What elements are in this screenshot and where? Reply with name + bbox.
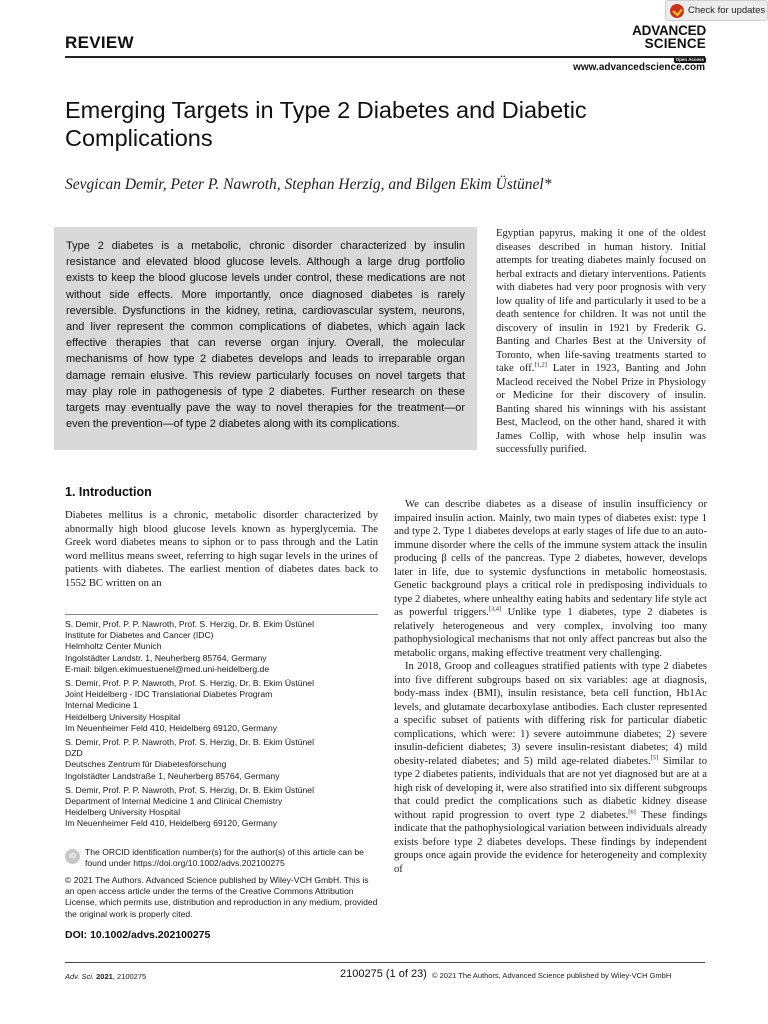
footer-year: 2021 bbox=[96, 972, 113, 981]
orcid-note bbox=[65, 847, 378, 869]
affiliation-line: Joint Heidelberg - IDC Translational Diabetes Program bbox=[65, 689, 273, 700]
affiliations-divider bbox=[65, 614, 378, 615]
affiliation-line: Deutsches Zentrum für Diabetesforschung bbox=[65, 759, 227, 770]
right-column-main bbox=[394, 498, 707, 876]
journal-url-link[interactable]: www.advancedscience.com bbox=[573, 62, 705, 73]
paragraph-text: Later in 1923, Banting and John Macleod received the Nobel Prize in Physiology or Medicine for their discovery of insulin. Banting shared his winnings with his assistant Best, Macleod, on the other hand, shared it with James Collip, with whose help insulin was successfully purified. bbox=[496, 363, 707, 455]
affiliation-line: Department of Internal Medicine 1 and Clinical Chemistry bbox=[65, 796, 283, 807]
affiliation-line: S. Demir, Prof. P. P. Nawroth, Prof. S. Herzig, Dr. B. Ekim Üstünel bbox=[65, 784, 314, 795]
paragraph-text: Similar to type 2 diabetes patients, individuals that are not yet diagnosed but are at a high risk of developing it, were also stratified into six different subgroups that could predict the complications such as diabetic kidney disease without rapid progression to overt type 2 diabetes. bbox=[394, 755, 708, 821]
paragraph-text: In 2018, Groop and colleagues stratified patients with type 2 diabetes into five different subgroups based on six variables: age at diagnosis, body-mass index (BMI), insulin resistance, beta cell function, Hb1Ac levels, and glutamate decarboxylase antibodies. Each cluster represented a specific subset of patients with differing risk for particular diabetic complications, which were: 1) severe autoimmune diabetes; 2) severe insulin-deficient diabetes; 3) severe insulin-resistant diabetes; 4) mild obesity-related diabetes; and 5) mild age-related diabetes. bbox=[394, 661, 707, 767]
affiliation-line: Ingolstädter Landstr. 1, Neuherberg 85764, Germany bbox=[65, 652, 267, 663]
header-divider bbox=[65, 56, 705, 58]
affiliation-block bbox=[65, 737, 378, 782]
paragraph-subgroups bbox=[394, 660, 707, 876]
footer-article-number: , 2100275 bbox=[112, 972, 147, 981]
affiliation-line: DZD bbox=[65, 748, 83, 759]
affiliation-line: S. Demir, Prof. P. P. Nawroth, Prof. S. Herzig, Dr. B. Ekim Üstünel bbox=[65, 619, 314, 629]
citation[interactable]: [5] bbox=[650, 753, 659, 761]
article-title: Emerging Targets in Type 2 Diabetes and Diabetic Complications bbox=[65, 97, 587, 151]
logo-line-advanced: ADVANCED bbox=[632, 23, 706, 38]
citation[interactable]: [6] bbox=[628, 807, 636, 815]
affiliation-block bbox=[65, 678, 378, 734]
corresponding-email-link[interactable]: E-mail: bilgen.ekimuestuenel@med.uni-heidelberg.de bbox=[65, 663, 270, 674]
check-updates-icon bbox=[670, 4, 684, 18]
citation[interactable]: [1,2] bbox=[534, 361, 547, 369]
footer-copyright: © 2021 The Authors. Advanced Science published by Wiley-VCH GmbH bbox=[432, 971, 672, 980]
affiliation-block bbox=[65, 785, 378, 830]
footer-divider bbox=[65, 962, 705, 963]
affiliation-line: Institute for Diabetes and Cancer (IDC) bbox=[65, 630, 214, 641]
right-column-continuation bbox=[496, 227, 706, 457]
footer-journal: Adv. Sci. bbox=[65, 972, 95, 981]
affiliation-line: Im Neuenheimer Feld 410, Heidelberg 69120, Germany bbox=[65, 818, 278, 829]
license-note: © 2021 The Authors. Advanced Science published by Wiley-VCH GmbH. This is an open access article under the terms of the Creative Commons Attribution License, which permits use, distribution and reproduction in any medium, provided the original work is properly cited. bbox=[65, 875, 378, 919]
intro-text bbox=[65, 509, 378, 590]
affiliation-line: S. Demir, Prof. P. P. Nawroth, Prof. S. Herzig, Dr. B. Ekim Üstünel bbox=[65, 737, 314, 748]
paragraph-diabetes-types bbox=[394, 498, 707, 660]
footer-citation bbox=[65, 972, 146, 981]
affiliation-line: Ingolstädter Landstraße 1, Neuherberg 85764, Germany bbox=[65, 770, 280, 781]
affiliation-block bbox=[65, 619, 378, 675]
paragraph-text: Egyptian papyrus, making it one of the oldest diseases described in human history. Initial attempts for treating diabetes mainly focused on herbal extracts and dietary interventions. Patients with diabetes had very poor prognosis with very low quality of life and particularly it used to be a death sentence for children. It was not until the discovery of insulin in 1921 by Frederik G. Banting and Charles Best at the University of Toronto, when life-saving treatments started to take off. bbox=[496, 228, 706, 374]
abstract-box: Type 2 diabetes is a metabolic, chronic disorder characterized by insulin resistance and elevated blood glucose levels. Although a large drug portfolio exists to keep the blood glucose levels under control, these medications are not without side effects. More importantly, once diagnosed diabetes is rarely reversible. Dysfunctions in the kidney, retina, cardiovascular system, neurons, and liver represent the common complications of diabetes, which again lack effective therapies that can reverse organ injury. Overall, the molecular mechanisms of how type 2 diabetes develops and leads to irreparable organ damage remain elusive. This review particularly focuses on novel targets that may play role in pathogenesis of type 2 diabetes. Further research on these targets may eventually pave the way to novel therapies for the treatment—or even the prevention—of type 2 diabetes along with its complications. bbox=[54, 227, 477, 450]
affiliation-line: Internal Medicine 1 bbox=[65, 700, 138, 711]
doi-link[interactable]: DOI: 10.1002/advs.202100275 bbox=[65, 929, 211, 941]
open-access-badge: Open Access bbox=[675, 57, 704, 62]
affiliation-line: S. Demir, Prof. P. P. Nawroth, Prof. S. Herzig, Dr. B. Ekim Üstünel bbox=[65, 678, 314, 689]
orcid-text-link[interactable]: The ORCID identification number(s) for the author(s) of this article can be found under https://doi.org/10.1002/advs.202100275 bbox=[85, 847, 364, 869]
orcid-icon: iD bbox=[65, 849, 80, 864]
paragraph-text: These findings indicate that the pathophysiological variation between individuals already exists before type 2 diabetes develops. These findings by independent groups once again provide the evidence for heterogeneity and complexity of bbox=[394, 809, 707, 875]
affiliation-line: Heidelberg University Hospital bbox=[65, 807, 181, 818]
affiliation-line: Helmholtz Center Munich bbox=[65, 641, 162, 652]
check-for-updates-button[interactable] bbox=[665, 0, 768, 21]
paragraph-insulin-history bbox=[496, 227, 706, 457]
check-updates-label: Check for updates bbox=[688, 5, 766, 16]
affiliation-line: Heidelberg University Hospital bbox=[65, 711, 181, 722]
paragraph-intro: Diabetes mellitus is a chronic, metabolic disorder characterized by abnormally high blood glucose levels known as hyperglycemia. The Greek word diabetes means to siphon or to pass through and the Latin word mellitus means sweet, referring to high sugar levels in the urines of patients with diabetes. The earliest mention of diabetes dates back to 1552 BC written on an bbox=[65, 510, 378, 589]
section-label: REVIEW bbox=[65, 33, 134, 52]
paragraph-text: Unlike type 1 diabetes, type 2 diabetes is relatively heterogeneous and very complex, involving too many pathophysiological mechanisms that not only affect pancreas but also the metabolic organs, making effective treatment very challenging. bbox=[394, 607, 707, 659]
affiliations bbox=[65, 619, 378, 833]
citation[interactable]: [3,4] bbox=[488, 605, 502, 613]
paragraph-text: We can describe diabetes as a disease of insulin insufficiency or impaired insulin action. Mainly, two main types of diabetes exist: type 1 and type 2. Type 1 diabetes develops at early stages of life due to an auto-immune disorder where the cells of the immune system attack the insulin producing β cells of the pancreas. Type 2 diabetes, however, develops later in life, due to systemic dysfunctions in metabolic homeostasis. Genetic background plays a critical role in predisposing individuals to type 2 diabetes, where unhealthy eating habits and sedentary life style act as powerful triggers. bbox=[394, 499, 707, 618]
page-number: 2100275 (1 of 23) bbox=[340, 968, 427, 980]
article-authors: Sevgican Demir, Peter P. Nawroth, Stephan Herzig, and Bilgen Ekim Üstünel* bbox=[65, 176, 552, 193]
logo-line-science: SCIENCE bbox=[644, 36, 706, 51]
section-heading-introduction: 1. Introduction bbox=[65, 485, 152, 499]
affiliation-line: Im Neuenheimer Feld 410, Heidelberg 69120, Germany bbox=[65, 722, 278, 733]
